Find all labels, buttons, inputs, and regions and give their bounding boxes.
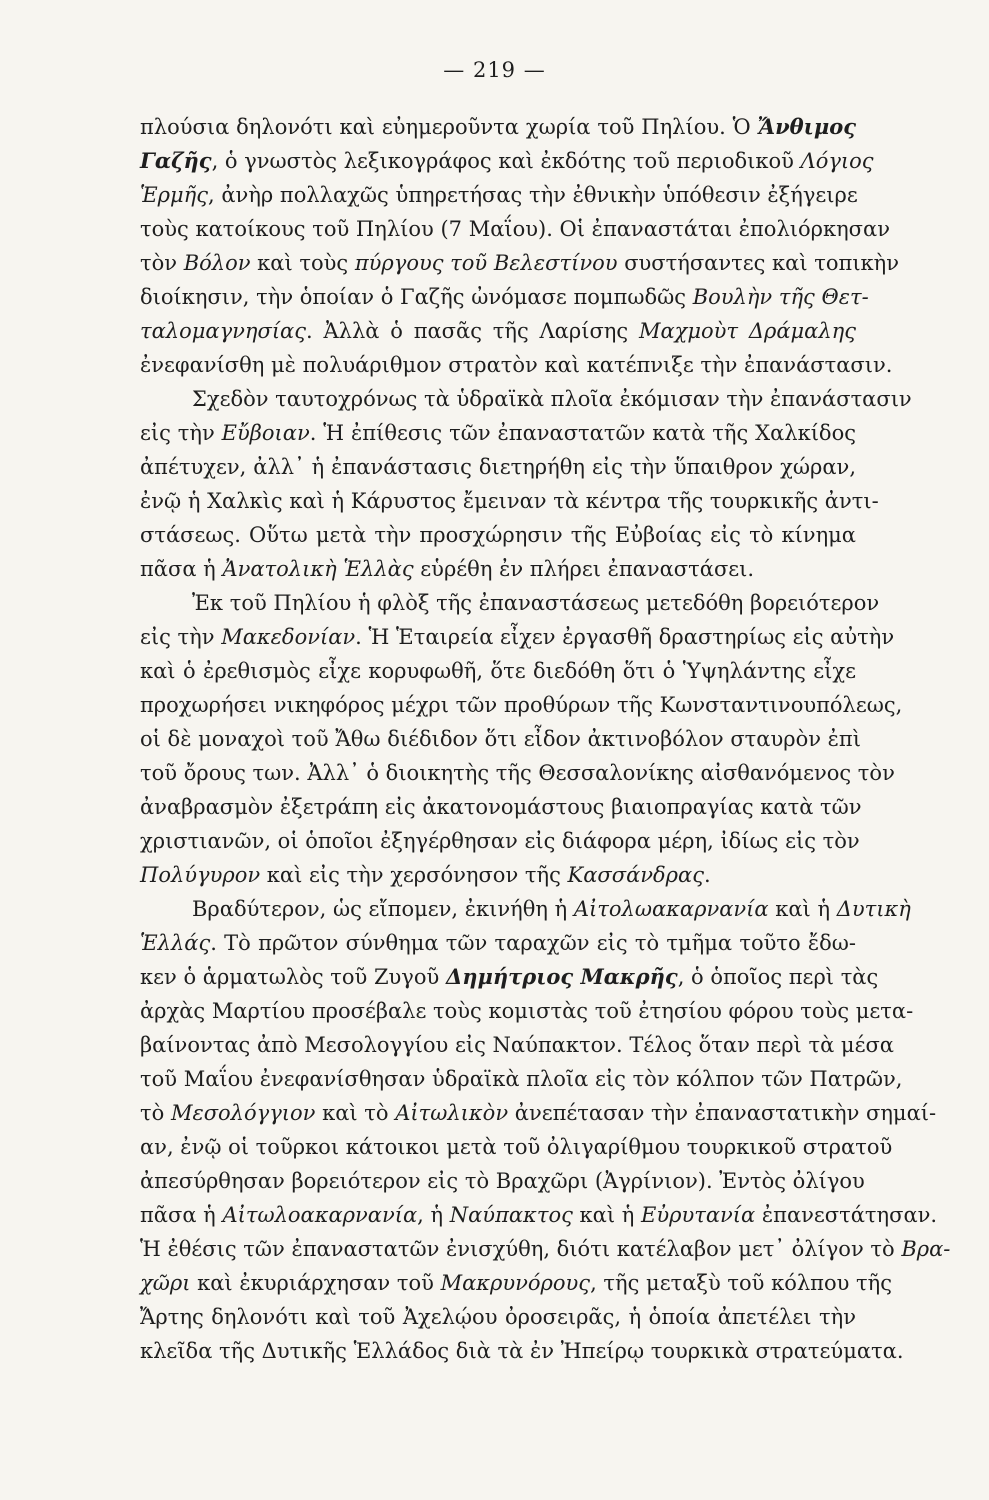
emphasized-text: Βόλον	[183, 251, 251, 275]
text-line	[140, 1062, 903, 1096]
text-line	[140, 1164, 865, 1198]
text-segment: τὸ	[140, 1101, 171, 1125]
text-line	[140, 756, 895, 790]
text-segment: τὸν	[140, 251, 184, 275]
text-line	[140, 722, 861, 756]
emphasized-text: Πολύγυρον	[140, 863, 261, 887]
text-line	[140, 1198, 938, 1232]
text-segment: εὑρέθη ἐν πλήρει ἐπαναστάσει.	[413, 557, 755, 581]
text-line	[140, 620, 895, 654]
text-segment: βαίνοντας ἀπὸ Μεσολογγίου εἰς Ναύπακτον. Τέλος ὅταν περὶ τὰ μέσα	[140, 1033, 894, 1057]
text-segment: ἀναβρασμὸν ἐξετράπη εἰς ἀκατονομάστους βιαιοπραγίας κατὰ τῶν	[140, 795, 862, 819]
text-line	[140, 790, 862, 824]
emphasized-text: πύργους τοῦ Βελεστίνου	[354, 251, 618, 275]
text-line	[140, 960, 879, 994]
emphasized-text: χῶρι	[140, 1271, 191, 1295]
text-segment: εἰς τὴν	[140, 625, 222, 649]
text-segment: ἐνῷ ἡ Χαλκὶς καὶ ἡ Κάρυστος ἔμειναν τὰ κέντρα τῆς τουρκικῆς ἀντι-	[140, 489, 879, 513]
text-segment: .	[703, 863, 711, 887]
text-segment: ἐπανεστάτησαν.	[755, 1203, 938, 1227]
body-text	[140, 110, 951, 1368]
text-line	[140, 110, 856, 144]
emphasized-text: Ἀνατολικὴ Ἑλλὰς	[222, 557, 414, 581]
text-segment: . Ἡ Ἑταιρεία εἶχεν ἐργασθῆ δραστηρίως εἰς αὐτὴν	[355, 625, 895, 649]
text-segment: καὶ ἐκυριάρχησαν τοῦ	[190, 1271, 441, 1295]
text-line	[140, 144, 874, 178]
text-line	[140, 212, 890, 246]
text-segment: προχωρήσει νικηφόρος μέχρι τῶν προθύρων τῆς Κωνσταντινουπόλεως,	[140, 693, 903, 717]
page-number: — 219 —	[443, 58, 546, 82]
text-line	[140, 1334, 904, 1368]
text-segment: , ὁ γνωστὸς λεξικογράφος καὶ ἐκδότης τοῦ περιοδικοῦ	[211, 149, 801, 173]
emphasized-text: Δυτικὴ	[836, 897, 911, 921]
text-segment: πᾶσα ἡ	[140, 557, 223, 581]
text-segment: πᾶσα ἡ	[140, 1203, 223, 1227]
text-line	[140, 1096, 937, 1130]
text-segment: αν, ἐνῷ οἱ τοῦρκοι κάτοικοι μετὰ τοῦ ὀλιγαρίθμου τουρκικοῦ στρατοῦ	[140, 1135, 893, 1159]
text-segment: τοῦ ὄρους των. Ἀλλ᾿ ὁ διοικητὴς τῆς Θεσσαλονίκης αἰσθανόμενος τὸν	[140, 761, 895, 785]
text-line	[140, 1300, 856, 1334]
emphasized-text: Λόγιος	[800, 149, 874, 173]
emphasized-text: Μακεδονίαν	[221, 625, 356, 649]
text-segment: πλούσια δηλονότι καὶ εὐημεροῦντα χωρία τοῦ Πηλίου. Ὁ	[140, 115, 758, 139]
text-segment: καὶ ἡ	[768, 897, 837, 921]
text-line	[140, 654, 856, 688]
text-segment: καὶ τὸ	[315, 1101, 396, 1125]
text-segment: καὶ ἡ	[572, 1203, 642, 1227]
emphasized-text: ταλομαγνησίας	[140, 319, 306, 343]
text-segment: , τῆς μεταξὺ τοῦ κόλπου τῆς	[590, 1271, 893, 1295]
emphasized-text: Αἰτωλοακαρνανία	[222, 1203, 418, 1227]
emphasized-text: Μαχμοὺτ Δράμαλης	[638, 319, 856, 343]
text-segment: συστήσαντες καὶ τοπικὴν	[617, 251, 900, 275]
text-line	[140, 552, 856, 586]
text-segment: Ἄρτης δηλονότι καὶ τοῦ Ἀχελῴου ὀροσειρᾶς, ἡ ὁποία ἀπετέλει τὴν	[140, 1305, 856, 1329]
text-segment: στάσεως. Οὕτω μετὰ τὴν προσχώρησιν τῆς Εὐβοίας εἰς τὸ κίνημα	[140, 523, 856, 547]
text-segment: καὶ τοὺς	[250, 251, 355, 275]
emphasized-text: Εὔβοιαν	[221, 421, 310, 445]
emphasized-text: Μεσολόγγιον	[170, 1101, 316, 1125]
text-line	[140, 1266, 893, 1300]
emphasized-text: Μακρυνόρους	[440, 1271, 591, 1295]
text-line	[140, 586, 880, 620]
text-line	[140, 892, 911, 926]
emphasized-text: Εὐρυτανία	[641, 1203, 756, 1227]
text-line	[140, 824, 860, 858]
emphasized-text: Ἄνθιμος	[757, 114, 856, 139]
text-segment: καὶ εἰς τὴν χερσόνησον τῆς	[260, 863, 568, 887]
text-segment: χριστιανῶν, οἱ ὁποῖοι ἐξηγέρθησαν εἰς διάφορα μέρη, ἰδίως εἰς τὸν	[140, 829, 860, 853]
text-segment: , ἡ	[417, 1203, 450, 1227]
text-segment: Ἡ ἐθέσις τῶν ἐπαναστατῶν ἐνισχύθη, διότι κατέλαβον μετ᾿ ὀλίγον τὸ	[140, 1237, 902, 1261]
text-segment: . Ἀλλὰ ὁ πασᾶς τῆς Λαρίσης	[306, 319, 639, 343]
text-segment: Σχεδὸν ταυτοχρόνως τὰ ὑδραϊκὰ πλοῖα ἐκόμισαν τὴν ἐπανάστασιν	[192, 387, 912, 411]
text-line	[140, 688, 903, 722]
text-segment: ἐνεφανίσθη μὲ πολυάριθμον στρατὸν καὶ κατέπνιξε τὴν ἐπανάστασιν.	[140, 353, 893, 377]
text-line	[140, 1232, 951, 1266]
emphasized-text: Γαζῆς	[140, 148, 212, 173]
text-segment: διοίκησιν, τὴν ὁποίαν ὁ Γαζῆς ὠνόμασε πομπωδῶς	[140, 285, 693, 309]
text-line	[140, 484, 879, 518]
emphasized-text: Βουλὴν τῆς Θετ-	[692, 285, 869, 309]
emphasized-text: Ναύπακτος	[449, 1203, 573, 1227]
text-segment: κλεῖδα τῆς Δυτικῆς Ἑλλάδος διὰ τὰ ἐν Ἠπείρῳ τουρκικὰ στρατεύματα.	[140, 1339, 904, 1363]
text-line	[140, 994, 914, 1028]
text-segment: . Τὸ πρῶτον σύνθημα τῶν ταραχῶν εἰς τὸ τμῆμα τοῦτο ἔδω-	[210, 931, 856, 955]
text-segment: , ἀνὴρ πολλαχῶς ὑπηρετήσας τὴν ἐθνικὴν ὑπόθεσιν ἐξήγειρε	[208, 183, 858, 207]
text-line	[140, 416, 856, 450]
text-segment: καὶ ὁ ἐρεθισμὸς εἶχε κορυφωθῆ, ὅτε διεδόθη ὅτι ὁ Ὑψηλάντης εἶχε	[140, 659, 856, 683]
text-line	[140, 314, 856, 348]
emphasized-text: Ἑλλάς	[140, 931, 211, 955]
text-segment: τοὺς κατοίκους τοῦ Πηλίου (7 Μαΐου). Οἱ ἐπαναστάται ἐπολιόρκησαν	[140, 217, 890, 241]
emphasized-text: Ἑρμῆς	[140, 183, 209, 207]
emphasized-text: Βρα-	[901, 1237, 951, 1261]
text-line	[140, 450, 856, 484]
text-line	[140, 280, 869, 314]
text-segment: τοῦ Μαΐου ἐνεφανίσθησαν ὑδραϊκὰ πλοῖα εἰς τὸν κόλπον τῶν Πατρῶν,	[140, 1067, 903, 1091]
emphasized-text: Δημήτριος Μακρῆς	[445, 964, 678, 989]
text-line	[140, 1028, 894, 1062]
text-line	[140, 178, 856, 212]
text-line	[140, 1130, 893, 1164]
text-segment: . Ἡ ἐπίθεσις τῶν ἐπαναστατῶν κατὰ τῆς Χαλκίδος	[309, 421, 856, 445]
emphasized-text: Αἰτολωακαρνανία	[573, 897, 769, 921]
emphasized-text: Κασσάνδρας	[567, 863, 704, 887]
text-line	[140, 858, 856, 892]
text-segment: , ὁ ὁποῖος περὶ τὰς	[677, 965, 879, 989]
text-segment: ἀνεπέτασαν τὴν ἐπαναστατικὴν σημαί-	[508, 1101, 937, 1125]
text-segment: κεν ὁ ἁρματωλὸς τοῦ Ζυγοῦ	[140, 965, 446, 989]
text-segment: ἀρχὰς Μαρτίου προσέβαλε τοὺς κομιστὰς τοῦ ἐτησίου φόρου τοὺς μετα-	[140, 999, 914, 1023]
text-segment: Βραδύτερον, ὡς εἴπομεν, ἐκινήθη ἡ	[192, 897, 574, 921]
text-line	[140, 926, 856, 960]
text-segment: ἀπέτυχεν, ἀλλ᾿ ἡ ἐπανάστασις διετηρήθη εἰς τὴν ὕπαιθρον χώραν,	[140, 455, 856, 479]
emphasized-text: Αἰτωλικὸν	[395, 1101, 509, 1125]
text-segment: οἱ δὲ μοναχοὶ τοῦ Ἄθω διέδιδον ὅτι εἶδον ἀκτινοβόλον σταυρὸν ἐπὶ	[140, 727, 861, 751]
text-line	[140, 348, 893, 382]
text-line	[140, 518, 856, 552]
text-segment: ἀπεσύρθησαν βορειότερον εἰς τὸ Βραχῶρι (Ἀγρίνιον). Ἐντὸς ὀλίγου	[140, 1169, 865, 1193]
text-line	[140, 246, 900, 280]
text-line	[140, 382, 912, 416]
text-segment: εἰς τὴν	[140, 421, 222, 445]
text-segment: Ἐκ τοῦ Πηλίου ἡ φλὸξ τῆς ἐπαναστάσεως μετεδόθη βορειότερον	[192, 591, 880, 615]
